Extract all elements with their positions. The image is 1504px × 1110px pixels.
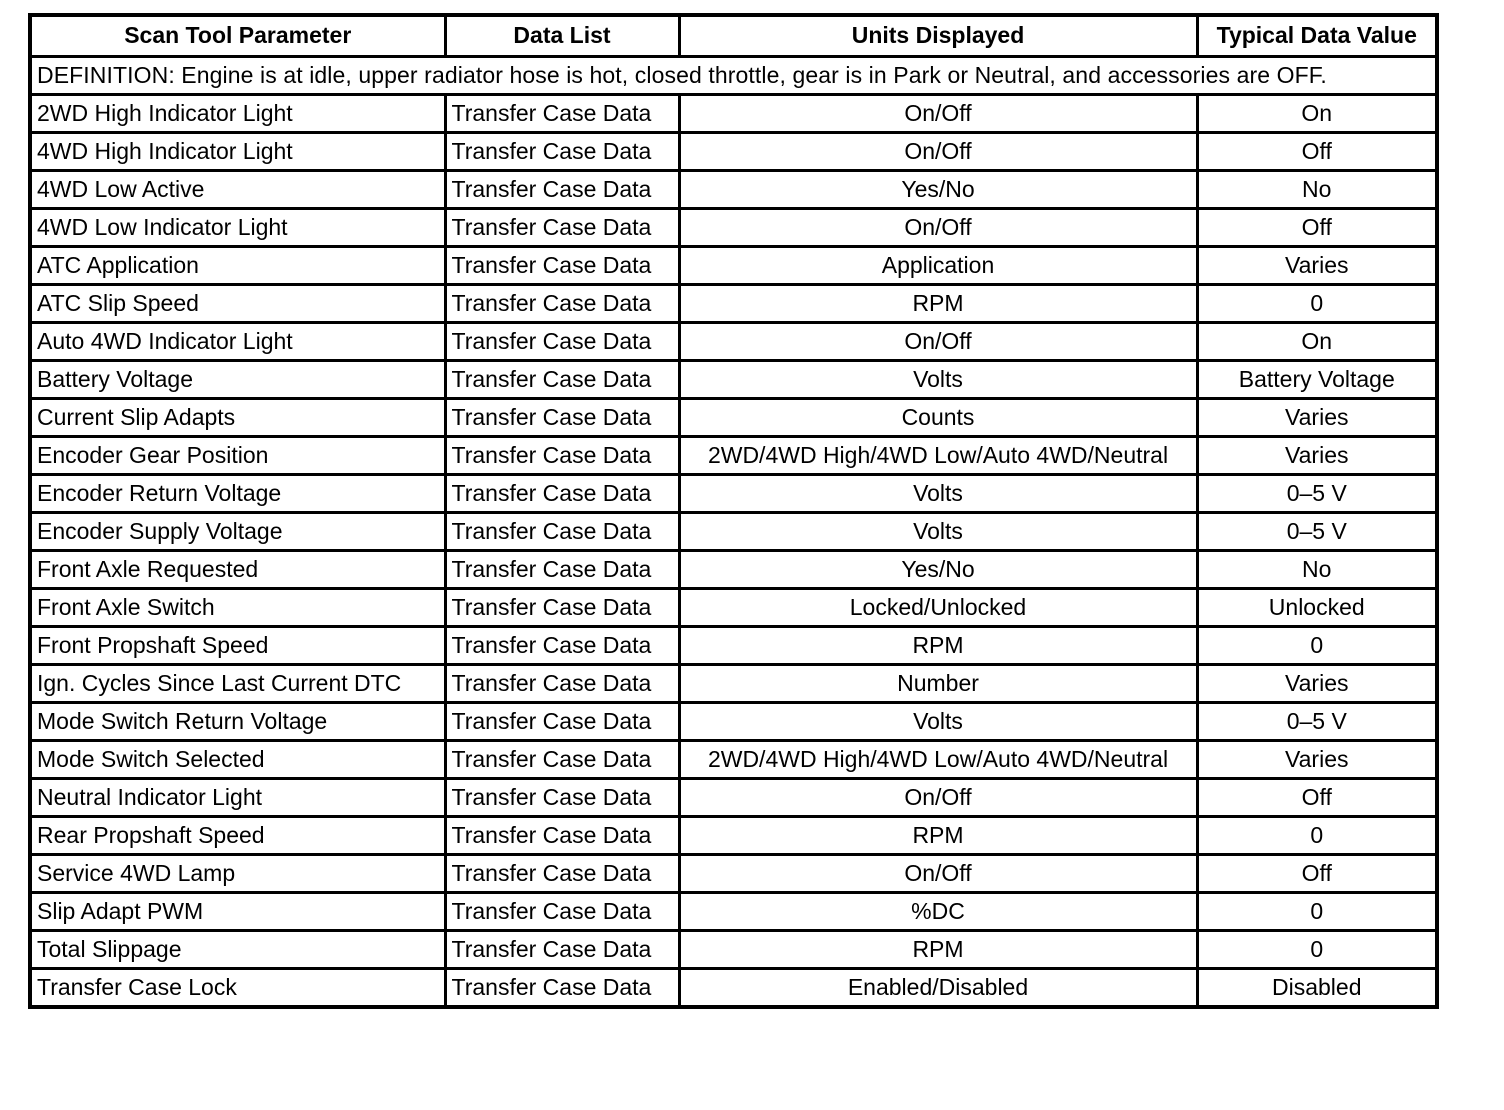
cell-parameter: Front Axle Requested <box>30 550 445 588</box>
table-row <box>30 512 1437 550</box>
cell-typical-value: 0 <box>1197 892 1437 930</box>
table-row <box>30 968 1437 1007</box>
cell-typical-value: Varies <box>1197 398 1437 436</box>
cell-typical-value: 0 <box>1197 284 1437 322</box>
cell-units-displayed: Yes/No <box>679 170 1197 208</box>
cell-parameter: 4WD Low Indicator Light <box>30 208 445 246</box>
cell-parameter: ATC Slip Speed <box>30 284 445 322</box>
cell-data-list: Transfer Case Data <box>445 550 679 588</box>
cell-parameter: Front Axle Switch <box>30 588 445 626</box>
cell-parameter: Total Slippage <box>30 930 445 968</box>
table-row <box>30 398 1437 436</box>
definition-row <box>30 56 1437 94</box>
table-row <box>30 360 1437 398</box>
table-row <box>30 436 1437 474</box>
cell-data-list: Transfer Case Data <box>445 740 679 778</box>
cell-typical-value: No <box>1197 550 1437 588</box>
cell-units-displayed: Number <box>679 664 1197 702</box>
cell-units-displayed: %DC <box>679 892 1197 930</box>
cell-units-displayed: On/Off <box>679 208 1197 246</box>
cell-parameter: Ign. Cycles Since Last Current DTC <box>30 664 445 702</box>
table-header <box>30 15 1437 56</box>
table-row <box>30 132 1437 170</box>
cell-data-list: Transfer Case Data <box>445 474 679 512</box>
cell-typical-value: 0 <box>1197 626 1437 664</box>
cell-data-list: Transfer Case Data <box>445 626 679 664</box>
table-row <box>30 930 1437 968</box>
cell-parameter: Encoder Gear Position <box>30 436 445 474</box>
cell-typical-value: Battery Voltage <box>1197 360 1437 398</box>
table-row <box>30 816 1437 854</box>
cell-units-displayed: Counts <box>679 398 1197 436</box>
header-row <box>30 15 1437 56</box>
cell-parameter: Current Slip Adapts <box>30 398 445 436</box>
cell-data-list: Transfer Case Data <box>445 664 679 702</box>
table-row <box>30 94 1437 132</box>
cell-parameter: 4WD High Indicator Light <box>30 132 445 170</box>
cell-typical-value: Off <box>1197 208 1437 246</box>
table-body <box>30 56 1437 1007</box>
table-row <box>30 588 1437 626</box>
cell-units-displayed: Volts <box>679 474 1197 512</box>
header-typical-data-value: Typical Data Value <box>1197 15 1437 56</box>
cell-typical-value: Off <box>1197 132 1437 170</box>
header-scan-tool-parameter: Scan Tool Parameter <box>30 15 445 56</box>
cell-typical-value: Varies <box>1197 664 1437 702</box>
cell-data-list: Transfer Case Data <box>445 132 679 170</box>
cell-typical-value: Varies <box>1197 436 1437 474</box>
cell-units-displayed: Volts <box>679 360 1197 398</box>
cell-units-displayed: On/Off <box>679 132 1197 170</box>
header-units-displayed: Units Displayed <box>679 15 1197 56</box>
table-row <box>30 626 1437 664</box>
cell-units-displayed: On/Off <box>679 854 1197 892</box>
table-row <box>30 778 1437 816</box>
cell-parameter: Encoder Supply Voltage <box>30 512 445 550</box>
cell-units-displayed: Application <box>679 246 1197 284</box>
cell-units-displayed: On/Off <box>679 778 1197 816</box>
cell-data-list: Transfer Case Data <box>445 968 679 1007</box>
cell-typical-value: Off <box>1197 778 1437 816</box>
cell-typical-value: Varies <box>1197 246 1437 284</box>
cell-data-list: Transfer Case Data <box>445 246 679 284</box>
cell-typical-value: 0–5 V <box>1197 512 1437 550</box>
header-data-list: Data List <box>445 15 679 56</box>
cell-typical-value: Unlocked <box>1197 588 1437 626</box>
cell-units-displayed: 2WD/4WD High/4WD Low/Auto 4WD/Neutral <box>679 740 1197 778</box>
table-row <box>30 322 1437 360</box>
cell-parameter: 2WD High Indicator Light <box>30 94 445 132</box>
table-row <box>30 740 1437 778</box>
cell-parameter: Auto 4WD Indicator Light <box>30 322 445 360</box>
cell-units-displayed: 2WD/4WD High/4WD Low/Auto 4WD/Neutral <box>679 436 1197 474</box>
cell-data-list: Transfer Case Data <box>445 854 679 892</box>
cell-typical-value: On <box>1197 94 1437 132</box>
cell-data-list: Transfer Case Data <box>445 284 679 322</box>
cell-typical-value: 0–5 V <box>1197 474 1437 512</box>
cell-units-displayed: RPM <box>679 930 1197 968</box>
cell-data-list: Transfer Case Data <box>445 94 679 132</box>
cell-units-displayed: On/Off <box>679 94 1197 132</box>
cell-data-list: Transfer Case Data <box>445 930 679 968</box>
cell-units-displayed: RPM <box>679 816 1197 854</box>
table-row <box>30 474 1437 512</box>
cell-parameter: Encoder Return Voltage <box>30 474 445 512</box>
cell-units-displayed: Yes/No <box>679 550 1197 588</box>
cell-parameter: 4WD Low Active <box>30 170 445 208</box>
cell-parameter: Front Propshaft Speed <box>30 626 445 664</box>
cell-units-displayed: Volts <box>679 702 1197 740</box>
scan-tool-data-table <box>28 13 1439 1009</box>
cell-typical-value: On <box>1197 322 1437 360</box>
cell-typical-value: 0–5 V <box>1197 702 1437 740</box>
table-row <box>30 550 1437 588</box>
table-row <box>30 892 1437 930</box>
cell-data-list: Transfer Case Data <box>445 892 679 930</box>
cell-units-displayed: On/Off <box>679 322 1197 360</box>
cell-data-list: Transfer Case Data <box>445 208 679 246</box>
table-row <box>30 702 1437 740</box>
cell-parameter: Rear Propshaft Speed <box>30 816 445 854</box>
cell-parameter: Battery Voltage <box>30 360 445 398</box>
cell-data-list: Transfer Case Data <box>445 398 679 436</box>
cell-parameter: Neutral Indicator Light <box>30 778 445 816</box>
cell-data-list: Transfer Case Data <box>445 588 679 626</box>
table-row <box>30 246 1437 284</box>
cell-data-list: Transfer Case Data <box>445 702 679 740</box>
cell-data-list: Transfer Case Data <box>445 778 679 816</box>
table-row <box>30 284 1437 322</box>
table-row <box>30 208 1437 246</box>
cell-typical-value: No <box>1197 170 1437 208</box>
cell-parameter: Slip Adapt PWM <box>30 892 445 930</box>
table-row <box>30 664 1437 702</box>
cell-typical-value: Disabled <box>1197 968 1437 1007</box>
cell-parameter: Service 4WD Lamp <box>30 854 445 892</box>
cell-typical-value: 0 <box>1197 930 1437 968</box>
cell-units-displayed: Locked/Unlocked <box>679 588 1197 626</box>
cell-data-list: Transfer Case Data <box>445 360 679 398</box>
cell-data-list: Transfer Case Data <box>445 436 679 474</box>
cell-typical-value: 0 <box>1197 816 1437 854</box>
cell-parameter: Mode Switch Selected <box>30 740 445 778</box>
scan-tool-data-sheet <box>28 13 1439 1009</box>
table-row <box>30 854 1437 892</box>
cell-units-displayed: Enabled/Disabled <box>679 968 1197 1007</box>
cell-parameter: Transfer Case Lock <box>30 968 445 1007</box>
cell-data-list: Transfer Case Data <box>445 816 679 854</box>
cell-parameter: ATC Application <box>30 246 445 284</box>
cell-data-list: Transfer Case Data <box>445 322 679 360</box>
cell-data-list: Transfer Case Data <box>445 512 679 550</box>
table-row <box>30 170 1437 208</box>
cell-units-displayed: RPM <box>679 284 1197 322</box>
cell-units-displayed: RPM <box>679 626 1197 664</box>
cell-typical-value: Off <box>1197 854 1437 892</box>
cell-units-displayed: Volts <box>679 512 1197 550</box>
cell-data-list: Transfer Case Data <box>445 170 679 208</box>
cell-parameter: Mode Switch Return Voltage <box>30 702 445 740</box>
cell-typical-value: Varies <box>1197 740 1437 778</box>
definition-text: DEFINITION: Engine is at idle, upper radiator hose is hot, closed throttle, gear is in Park or Neutral, and accessories are OFF. <box>30 56 1437 94</box>
